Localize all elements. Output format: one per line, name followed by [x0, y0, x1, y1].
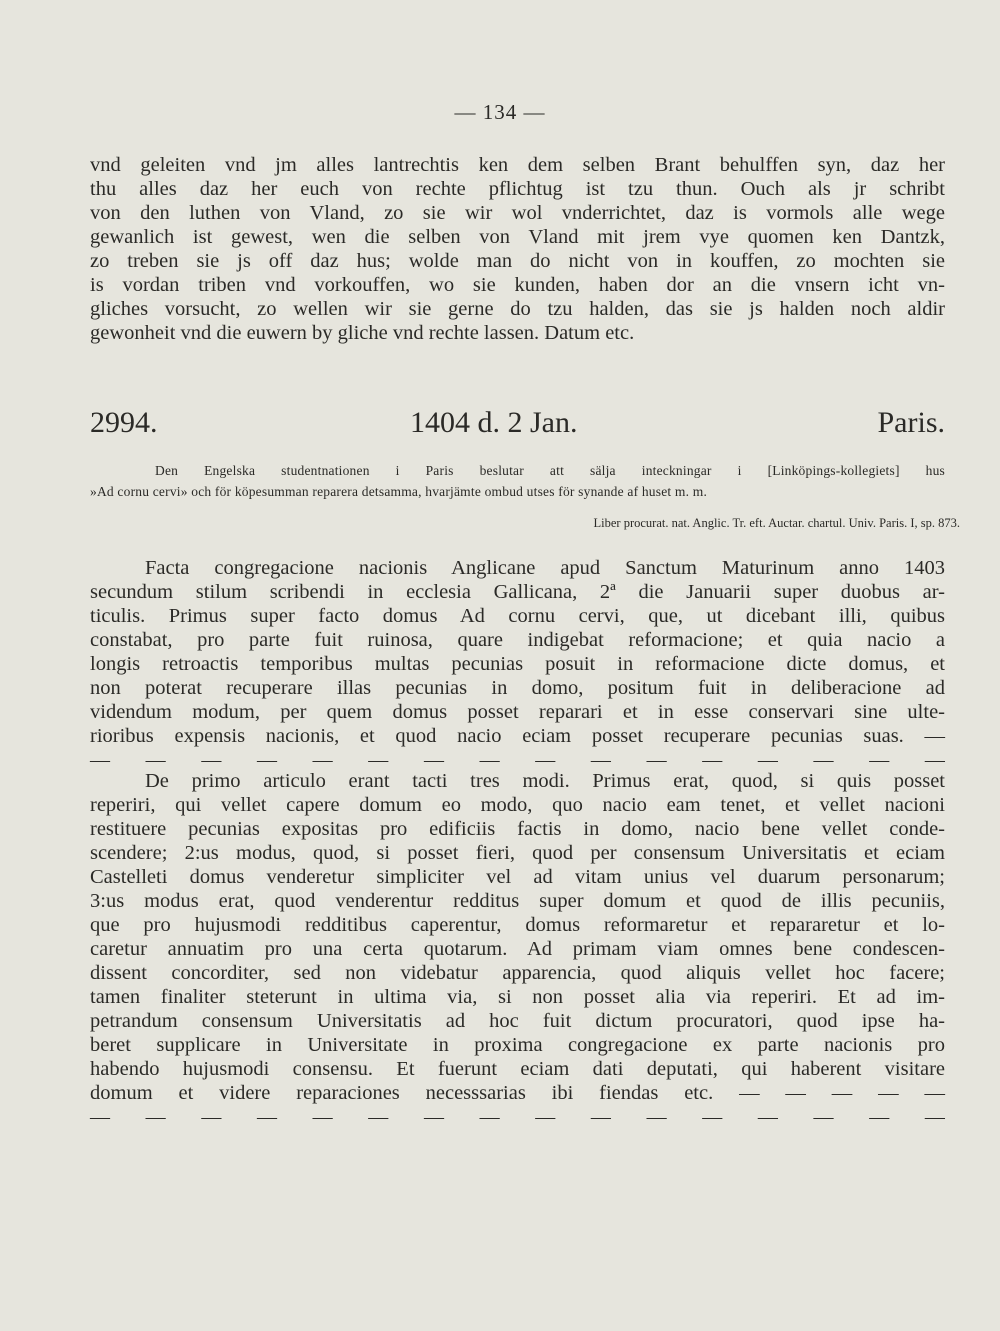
dash: — [869, 749, 890, 771]
source-citation: Liber procurat. nat. Anglic. Tr. eft. Auctar. chartul. Univ. Paris. I, sp. 873. [593, 516, 960, 530]
text-line: petrandum consensum Universitatis ad hoc fuit dictum procuratori, quod ipse ha- [90, 1010, 945, 1032]
dash: — [646, 749, 667, 771]
text-line: ticulis. Primus super facto domus Ad cornu cervi, que, ut dicebant illi, quibus [90, 605, 945, 627]
text-line: non poterat recuperare illas pecunias in domo, positum fuit in deliberacione ad [90, 677, 945, 699]
text-line: beret supplicare in Universitate in proxima congregacione ex parte nacionis pro [90, 1034, 945, 1056]
text-line: scendere; 2:us modus, quod, si posset fieri, quod per consensum Universitatis et eciam [90, 842, 945, 864]
summary [90, 460, 945, 502]
text-line: dissent concorditer, sed non videbatur apparencia, quod aliquis vellet hoc facere; [90, 962, 945, 984]
dash: — [813, 1106, 834, 1128]
text-line: gewonheit vnd die euwern by gliche vnd rechte lassen. Datum etc. [90, 322, 635, 344]
dash: — [590, 749, 611, 771]
summary-line: Den Engelska studentnationen i Paris beslutar att sälja inteckningar i [Linköpings-kollegiets] hus [155, 463, 945, 478]
text-line: habendo hujusmodi consensu. Et fuerunt eciam dati deputati, qui haberent visitare [90, 1058, 945, 1080]
summary-line: »Ad cornu cervi» och för köpesumman reparera detsamma, hvarjämte ombud utses för synande af huset m. m. [90, 484, 708, 499]
text-line: thu alles daz her euch von rechte pflichtug ist tzu thun. Ouch als jr schribt [90, 178, 945, 200]
dash: — [869, 1106, 890, 1128]
text-line: secundum stilum scribendi in ecclesia Gallicana, 2ª die Januarii super duobus ar- [90, 581, 945, 603]
dash: — [924, 1106, 945, 1128]
dash: — [646, 1106, 667, 1128]
text-line: reperiri, qui vellet capere domum eo modo, quo nacio eam tenet, et vellet nacioni [90, 794, 945, 816]
paragraph-facta [90, 556, 945, 772]
document-place: Paris. [877, 406, 945, 439]
page-number: — 134 — [454, 100, 546, 124]
text-line: longis retroactis temporibus multas pecunias posuit in reformacione dicte domus, et [90, 653, 945, 675]
dash: — [924, 749, 945, 771]
dash: — [757, 1106, 778, 1128]
dash: — [535, 1106, 556, 1128]
dash: — [90, 749, 110, 771]
dash: — [368, 749, 389, 771]
text-line: caretur annuatim pro una certa quotarum. Ad primam viam omnes bene condescen- [90, 938, 945, 960]
document-number: 2994. [90, 406, 158, 439]
dash: — [479, 1106, 500, 1128]
text-line: restituere pecunias expositas pro edificiis factis in domo, nacio bene vellet conde- [90, 818, 945, 840]
dash: — [813, 749, 834, 771]
text-line: domum et videre reparaciones necesssarias ibi fiendas etc. — — — — — [90, 1082, 945, 1104]
dash: — [423, 749, 444, 771]
text-line: is vordan triben vnd vorkouffen, wo sie kunden, haben dor an die vnsern icht vn- [90, 274, 945, 296]
dash: — [368, 1106, 389, 1128]
text-line: von den luthen von Vland, zo sie wir wol vnderrichtet, daz is vormols alle wege [90, 202, 945, 224]
dash: — [423, 1106, 444, 1128]
text-line: Facta congregacione nacionis Anglicane apud Sanctum Maturinum anno 1403 [145, 557, 945, 579]
text-line: que pro hujusmodi redditibus caperentur, domus reformaretur et repararetur et lo- [90, 914, 945, 936]
text-line: zo treben sie js off daz hus; wolde man do nicht von in kouffen, zo mochten sie [90, 250, 945, 272]
dash-rule [90, 1105, 945, 1129]
text-line: rioribus expensis nacionis, et quod nacio eciam posset recuperare pecunias suas. — [90, 725, 945, 747]
dash: — [312, 1106, 333, 1128]
dash: — [256, 1106, 277, 1128]
dash: — [90, 1106, 110, 1128]
text-line: videndum modum, per quem domus posset reparari et in esse conservari sine ulte- [90, 701, 945, 723]
dash: — [312, 749, 333, 771]
dash: — [590, 1106, 611, 1128]
paragraph-continuation [90, 153, 945, 345]
dash: — [757, 749, 778, 771]
text-line: Castelleti domus venderetur simpliciter vel ad vitam unius vel duarum personarum; [90, 866, 945, 888]
text-line: 3:us modus erat, quod venderentur redditus super domum et quod de illis pecuniis, [90, 890, 945, 912]
dash: — [702, 749, 723, 771]
text-line: tamen finaliter steterunt in ultima via, si non posset alia via reperiri. Et ad im- [90, 986, 945, 1008]
dash: — [535, 749, 556, 771]
dash: — [145, 749, 166, 771]
dash: — [201, 749, 222, 771]
document-heading [90, 405, 945, 441]
text-line: vnd geleiten vnd jm alles lantrechtis ken dem selben Brant behulffen syn, daz her [90, 154, 945, 176]
text-line: constabat, pro parte fuit ruinosa, quare indigebat reformacione; et quia nacio a [90, 629, 945, 651]
dash: — [256, 749, 277, 771]
text-line: De primo articulo erant tacti tres modi. Primus erat, quod, si quis posset [145, 770, 945, 792]
text-line: gliches vorsucht, zo wellen wir sie gerne do tzu halden, das sie js halden noch aldir [90, 298, 945, 320]
paragraph-de-primo [90, 769, 945, 1129]
dash: — [479, 749, 500, 771]
document-date: 1404 d. 2 Jan. [410, 406, 578, 439]
dash: — [145, 1106, 166, 1128]
text-line: gewanlich ist gewest, wen die selben von Vland mit jrem vye quomen ken Dantzk, [90, 226, 945, 248]
dash: — [201, 1106, 222, 1128]
dash: — [702, 1106, 723, 1128]
